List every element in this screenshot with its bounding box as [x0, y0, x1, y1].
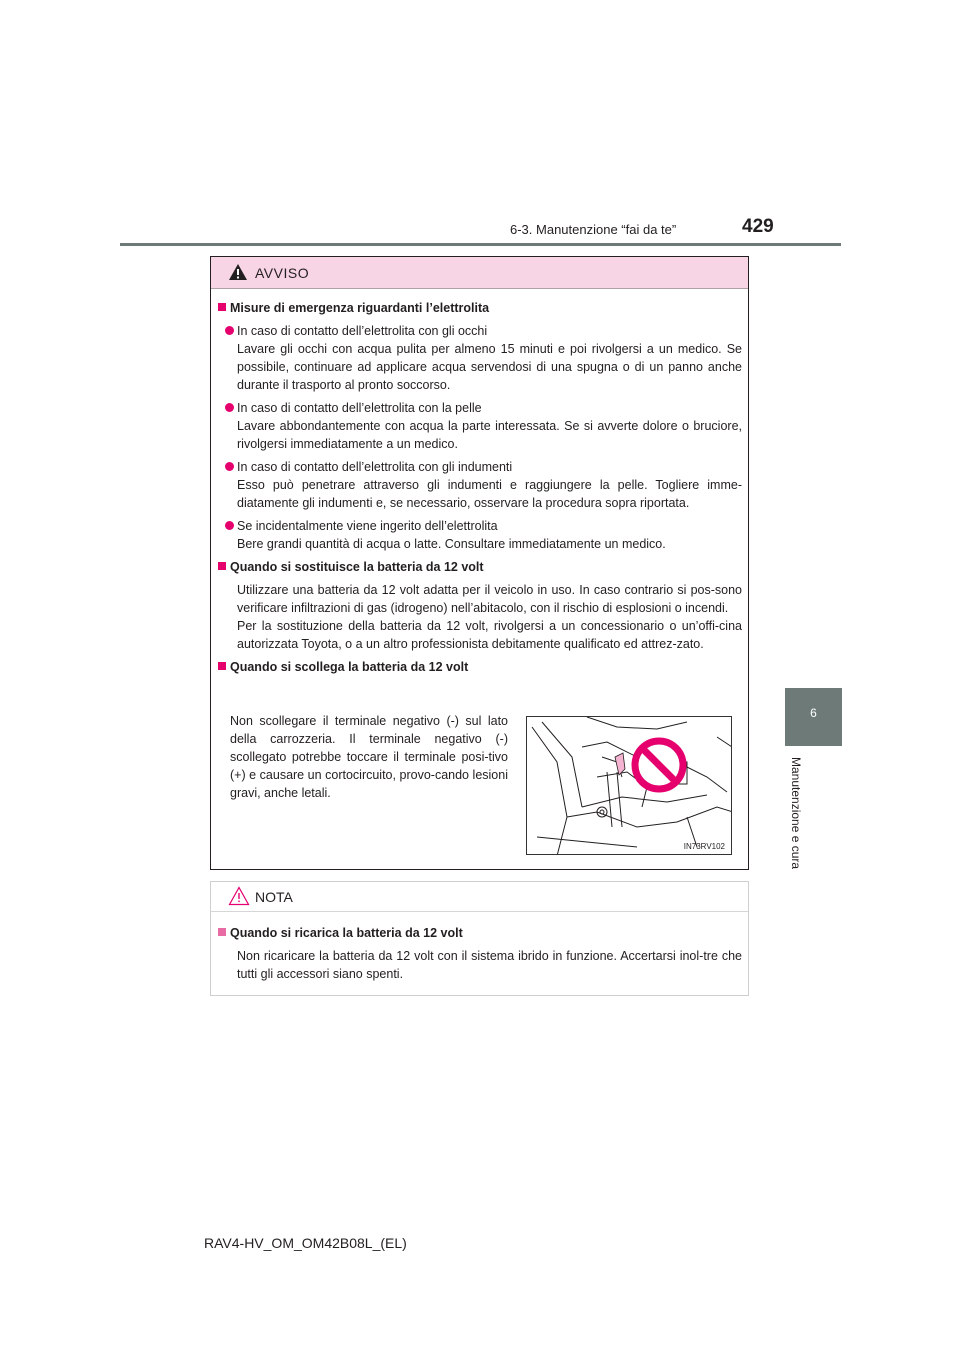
paragraph: Non scollegare il terminale negativo (-) sul lato della carrozzeria. Il terminale negativo (-) scollegato potrebbe toccare il terminale posi-tivo (+) e causare un cortocircuito, provo-cando lesioni gravi, anche letali.	[230, 714, 508, 800]
warning-triangle-icon	[228, 263, 248, 281]
battery-drawing	[527, 717, 732, 855]
warning-title: AVVISO	[255, 265, 310, 281]
note-text: Non ricaricare la batteria da 12 volt con il sistema ibrido in funzione. Accertarsi inol-tre che tutti gli accessori siano spenti.	[237, 949, 742, 981]
square-bullet-icon	[218, 303, 226, 311]
circle-bullet-icon	[225, 462, 234, 471]
list-item	[218, 322, 742, 394]
list-item	[218, 458, 742, 512]
list-item	[218, 517, 742, 553]
page-number: 429	[742, 216, 774, 237]
image-code-label: IN73RV102	[683, 842, 725, 851]
square-bullet-icon	[218, 928, 226, 936]
warning-section-heading: Quando si scollega la batteria da 12 volt	[218, 658, 742, 676]
paragraph: Utilizzare una batteria da 12 volt adatta per il veicolo in uso. In caso contrario si pos-sono verificare infiltrazioni di gas (idrogeno) nell’abitacolo, con il rischio di esplosioni o incendi.	[237, 583, 742, 615]
warning-box	[210, 256, 749, 870]
bullet-text: Esso può penetrare attraverso gli indumenti e raggiungere la pelle. Togliere imme-diatamente gli indumenti e, se necessario, osservare la procedura sopra riportata.	[237, 478, 742, 510]
bullet-text: Lavare gli occhi con acqua pulita per almeno 15 minuti e poi rivolgersi a un medico. Se possibile, continuare ad applicare acqua servendosi di una spugna o di un panno anche durante il trasporto al pronto soccorso.	[237, 342, 742, 392]
bullet-text: Bere grandi quantità di acqua o latte. Consultare immediatamente un medico.	[237, 537, 666, 551]
warning-body	[218, 299, 742, 676]
paragraph: Per la sostituzione della batteria da 12 volt, rivolgersi a un concessionario o un’offi-cina autorizzata Toyota, o a un altro professionista debitamente qualificato ed attrez-zato.	[237, 619, 742, 651]
warning-s3-body	[218, 712, 508, 802]
header-rule	[120, 243, 841, 246]
note-body	[218, 924, 742, 983]
bullet-title: In caso di contatto dell’elettrolita con la pelle	[237, 401, 482, 415]
battery-terminal-illustration	[526, 716, 732, 855]
square-bullet-icon	[218, 662, 226, 670]
circle-bullet-icon	[225, 403, 234, 412]
note-box	[210, 881, 749, 996]
warning-header	[211, 257, 748, 289]
section-title: 6-3. Manutenzione “fai da te”	[510, 222, 677, 237]
bullet-title: In caso di contatto dell’elettrolita con gli indumenti	[237, 460, 513, 474]
square-bullet-icon	[218, 562, 226, 570]
note-heading: Quando si ricarica la batteria da 12 volt	[218, 924, 742, 942]
bullet-text: Lavare abbondantemente con acqua la parte interessata. Se si avverte dolore o bruciore, rivolgersi immediatamente a un medico.	[237, 419, 742, 451]
note-header	[211, 882, 748, 912]
circle-bullet-icon	[225, 326, 234, 335]
chapter-label: Manutenzione e cura	[789, 757, 803, 870]
warning-section-heading: Quando si sostituisce la batteria da 12 volt	[218, 558, 742, 576]
circle-bullet-icon	[225, 521, 234, 530]
note-title: NOTA	[255, 889, 293, 905]
bullet-title: In caso di contatto dell’elettrolita con gli occhi	[237, 324, 488, 338]
document-code: RAV4-HV_OM_OM42B08L_(EL)	[204, 1235, 407, 1251]
caution-triangle-outline-icon	[228, 886, 250, 906]
list-item	[218, 399, 742, 453]
chapter-number: 6	[810, 706, 817, 720]
warning-section-heading: Misure di emergenza riguardanti l’elettrolita	[218, 299, 742, 317]
bullet-title: Se incidentalmente viene ingerito dell’elettrolita	[237, 519, 498, 533]
